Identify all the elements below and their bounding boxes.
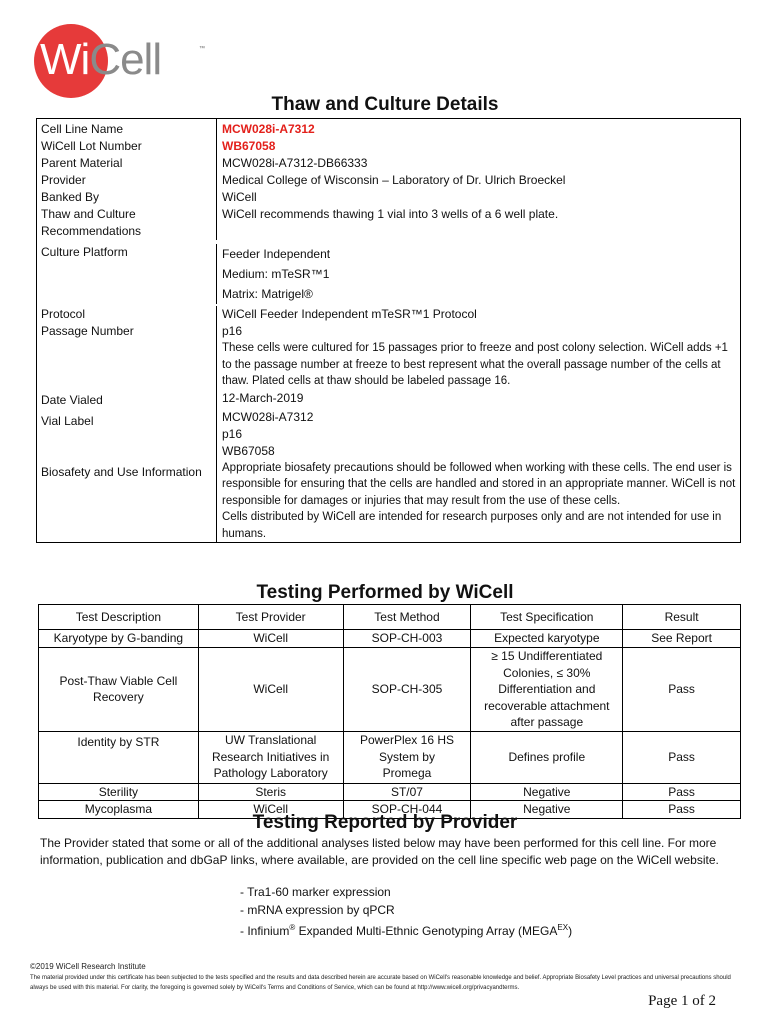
analysis-list	[240, 884, 572, 941]
testing-table	[38, 604, 741, 819]
list-item: - Tra1-60 marker expression	[240, 885, 391, 899]
testing-reported-title: Testing Reported by Provider	[252, 812, 518, 833]
table-row: Mycoplasma WiCell SOP-CH-044 Negative Pass	[39, 801, 741, 819]
table-row: Identity by STR UW Translational Research Initiatives in Pathology Laboratory PowerPlex 16 HS System by Promega Defines profile Pass	[39, 731, 741, 783]
table-header: Test Description Test Provider Test Method Test Specification Result	[39, 605, 741, 630]
row-cell-line: Cell Line Name MCW028i-A7312	[37, 119, 740, 138]
lot-number-value: WB67058	[222, 139, 276, 153]
page-number: Page 1 of 2	[648, 993, 716, 1009]
wicell-logo	[34, 24, 205, 98]
provider-statement: The Provider stated that some or all of the additional analyses listed below may have been performed for this cell line. For more information, publication and dbGaP links, where available, are provided on the cell line specific web page on the WiCell website.	[40, 836, 719, 867]
page-title: Thaw and Culture Details	[271, 94, 499, 115]
footnote: The material provided under this certificate has been subjected to the tests specified and the results and data described herein are accurate based on WiCell's reasonable knowledge and belief. Appropriate Biosafety Level practices and universal precautions should always be used with this material. For clarity, the foregoing is governed solely by WiCell's Terms and Conditions of Service, which can be found at http://www.wicell.org/privacyandterms.	[30, 975, 731, 991]
list-item: - Infinium® Expanded Multi-Ethnic Genotyping Array $(MEGA^{EX})$	[240, 923, 573, 938]
table-row: Post-Thaw Viable Cell Recovery WiCell SOP-CH-305 ≥ 15 Undifferentiated Colonies, ≤ 30% Differentiation and recoverable attachment after passage Pass	[39, 648, 741, 732]
details-table: Cell Line Name MCW028i-A7312 WiCell Lot Number WB67058 Parent Material MCW028i-A7312-DB66333 Provider Medical College of Wisconsin – Laboratory of Dr. Ulrich Broeckel Banked By WiCell Thaw and Culture Recommendations WiCell recommends thawing 1 vial into 3 wells of a 6 well plate. Culture Platform Feeder Independent Medium: mTeSR™1 Matrix: Matrigel® Protocol WiCell Feeder Independent mTeSR™1 Protocol Passage Number p16 These cells were cultured for 15 passages prior to freeze and post colony selection. WiCell adds +1 to the passage number at freeze to best represent what the overall passage number of the cells at thaw. Plated cells at thaw should be labeled passage 16. Date Vialed 12-March-2019 Vial Label MCW028i-A7312 p16 WB67058 Biosafety and Use Information Appropriate biosafety precautions should be followed when working with these cells. The end user is responsible for ensuring that the cells are handled and stored in an appropriate manner. WiCell is not responsible for damages or injuries that may result from the use of these cells. Cells distributed by WiCell are intended for research purposes only and are not intended for use in humans.	[36, 118, 741, 543]
table-row: Sterility Steris ST/07 Negative Pass	[39, 783, 741, 801]
logo-wordmark: WiCell	[40, 35, 162, 84]
copyright: ©2019 WiCell Research Institute	[30, 962, 146, 971]
logo-trademark: ™	[199, 46, 205, 52]
table-row: Karyotype by G-banding WiCell SOP-CH-003 Expected karyotype See Report	[39, 630, 741, 648]
list-item: - mRNA expression by qPCR	[240, 902, 395, 917]
cell-line-value: MCW028i-A7312	[222, 122, 315, 136]
testing-performed-title: Testing Performed by WiCell	[256, 582, 514, 603]
